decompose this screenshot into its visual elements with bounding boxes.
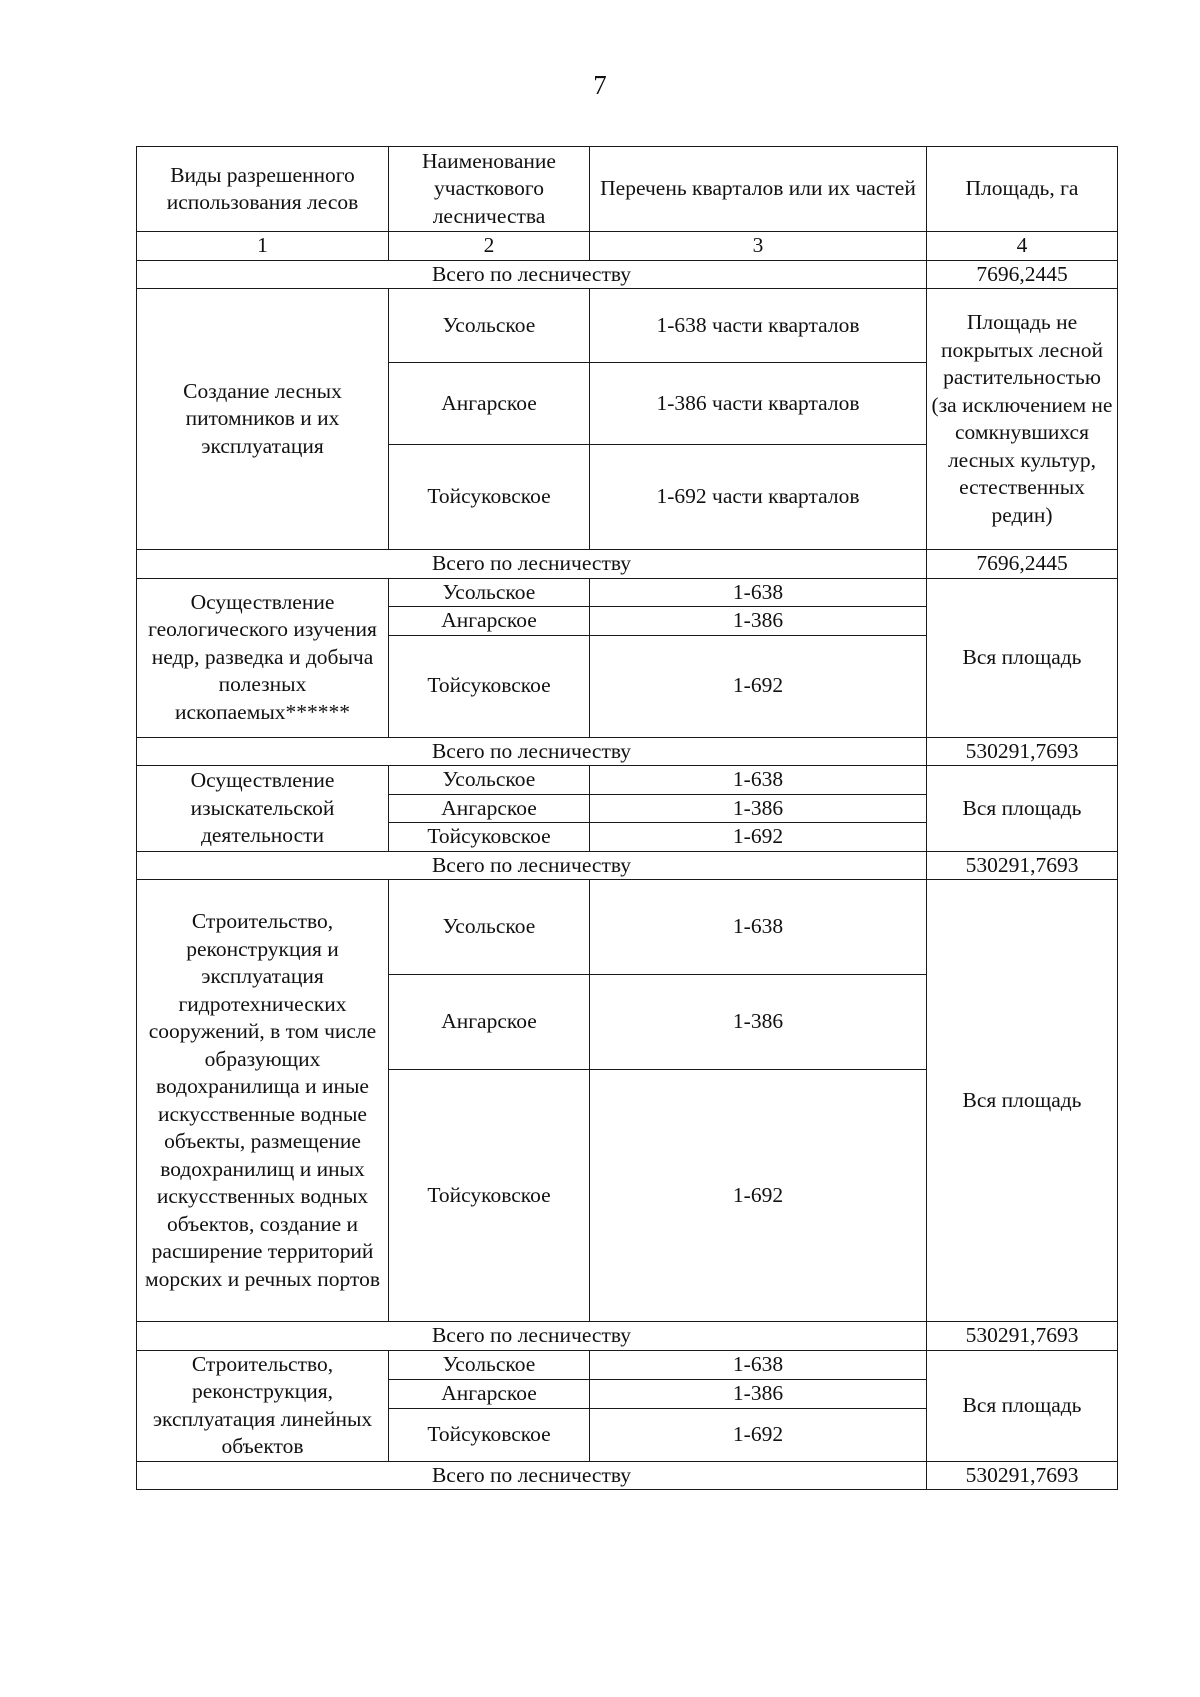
use-type-cell: Осуществление геологического изучения недр, разведка и добыча полезных ископаемых****** bbox=[137, 578, 389, 737]
total-value: 530291,7693 bbox=[927, 851, 1118, 880]
total-row bbox=[137, 1461, 1118, 1490]
total-label: Всего по лесничеству bbox=[137, 260, 927, 289]
total-label: Всего по лесничеству bbox=[137, 1322, 927, 1351]
forestry-name-cell: Усольское bbox=[389, 578, 590, 607]
total-row bbox=[137, 1322, 1118, 1351]
total-value: 530291,7693 bbox=[927, 1461, 1118, 1490]
forestry-name-cell: Тойсуковское bbox=[389, 635, 590, 737]
forestry-name-cell: Ангарское bbox=[389, 975, 590, 1070]
column-number: 2 bbox=[389, 232, 590, 261]
table-row bbox=[137, 1350, 1118, 1379]
header-quarters-list: Перечень кварталов или их частей bbox=[590, 147, 927, 232]
column-number: 4 bbox=[927, 232, 1118, 261]
use-type-cell: Строительство, реконструкция и эксплуатация гидротехнических сооружений, в том числе образующих водохранилища и иные искусственные водные объекты, размещение водохранилищ и иных искусственных водных объектов, создание и расширение территорий морских и речных портов bbox=[137, 880, 389, 1322]
forestry-name-cell: Усольское bbox=[389, 880, 590, 975]
forestry-name-cell: Усольское bbox=[389, 1350, 590, 1379]
table-row bbox=[137, 766, 1118, 795]
quarters-cell: 1-692 bbox=[590, 1409, 927, 1461]
forestry-name-cell: Тойсуковское bbox=[389, 823, 590, 852]
quarters-cell: 1-638 bbox=[590, 766, 927, 795]
total-value: 7696,2445 bbox=[927, 260, 1118, 289]
use-type-cell: Создание лесных питомников и их эксплуатация bbox=[137, 289, 389, 550]
area-cell: Вся площадь bbox=[927, 1350, 1118, 1461]
forestry-name-cell: Усольское bbox=[389, 766, 590, 795]
quarters-cell: 1-692 bbox=[590, 823, 927, 852]
use-type-cell: Осуществление изыскательской деятельности bbox=[137, 766, 389, 852]
quarters-cell: 1-386 части кварталов bbox=[590, 363, 927, 445]
area-cell: Вся площадь bbox=[927, 578, 1118, 737]
header-use-type: Виды разрешенного использования лесов bbox=[137, 147, 389, 232]
page-number: 7 bbox=[593, 70, 607, 100]
total-label: Всего по лесничеству bbox=[137, 550, 927, 579]
quarters-cell: 1-638 bbox=[590, 578, 927, 607]
quarters-cell: 1-692 bbox=[590, 1070, 927, 1322]
column-number: 1 bbox=[137, 232, 389, 261]
total-value: 530291,7693 bbox=[927, 737, 1118, 766]
quarters-cell: 1-638 части кварталов bbox=[590, 289, 927, 363]
quarters-cell: 1-692 части кварталов bbox=[590, 445, 927, 550]
forestry-name-cell: Тойсуковское bbox=[389, 1070, 590, 1322]
header-row bbox=[137, 147, 1118, 232]
forestry-name-cell: Ангарское bbox=[389, 794, 590, 823]
quarters-cell: 1-386 bbox=[590, 607, 927, 636]
use-type-cell: Строительство, реконструкция, эксплуатация линейных объектов bbox=[137, 1350, 389, 1461]
table-row bbox=[137, 289, 1118, 363]
forestry-name-cell: Ангарское bbox=[389, 363, 590, 445]
total-value: 530291,7693 bbox=[927, 1322, 1118, 1351]
total-label: Всего по лесничеству bbox=[137, 1461, 927, 1490]
forestry-name-cell: Ангарское bbox=[389, 1379, 590, 1408]
forest-use-table bbox=[136, 146, 1118, 1490]
quarters-cell: 1-386 bbox=[590, 975, 927, 1070]
area-cell: Вся площадь bbox=[927, 766, 1118, 852]
table-body bbox=[137, 147, 1118, 1490]
forestry-name-cell: Усольское bbox=[389, 289, 590, 363]
column-number: 3 bbox=[590, 232, 927, 261]
header-area: Площадь, га bbox=[927, 147, 1118, 232]
header-forestry-name: Наименование участкового лесничества bbox=[389, 147, 590, 232]
total-row bbox=[137, 260, 1118, 289]
quarters-cell: 1-638 bbox=[590, 880, 927, 975]
total-row bbox=[137, 550, 1118, 579]
area-cell: Площадь не покрытых лесной растительностью (за исключением не сомкнувшихся лесных культур, естественных редин) bbox=[927, 289, 1118, 550]
table-row bbox=[137, 880, 1118, 975]
forestry-name-cell: Тойсуковское bbox=[389, 445, 590, 550]
total-label: Всего по лесничеству bbox=[137, 737, 927, 766]
column-number-row bbox=[137, 232, 1118, 261]
area-cell: Вся площадь bbox=[927, 880, 1118, 1322]
quarters-cell: 1-386 bbox=[590, 1379, 927, 1408]
quarters-cell: 1-692 bbox=[590, 635, 927, 737]
total-value: 7696,2445 bbox=[927, 550, 1118, 579]
total-row bbox=[137, 737, 1118, 766]
quarters-cell: 1-386 bbox=[590, 794, 927, 823]
table-row bbox=[137, 578, 1118, 607]
forestry-name-cell: Тойсуковское bbox=[389, 1409, 590, 1461]
forestry-name-cell: Ангарское bbox=[389, 607, 590, 636]
total-row bbox=[137, 851, 1118, 880]
total-label: Всего по лесничеству bbox=[137, 851, 927, 880]
quarters-cell: 1-638 bbox=[590, 1350, 927, 1379]
